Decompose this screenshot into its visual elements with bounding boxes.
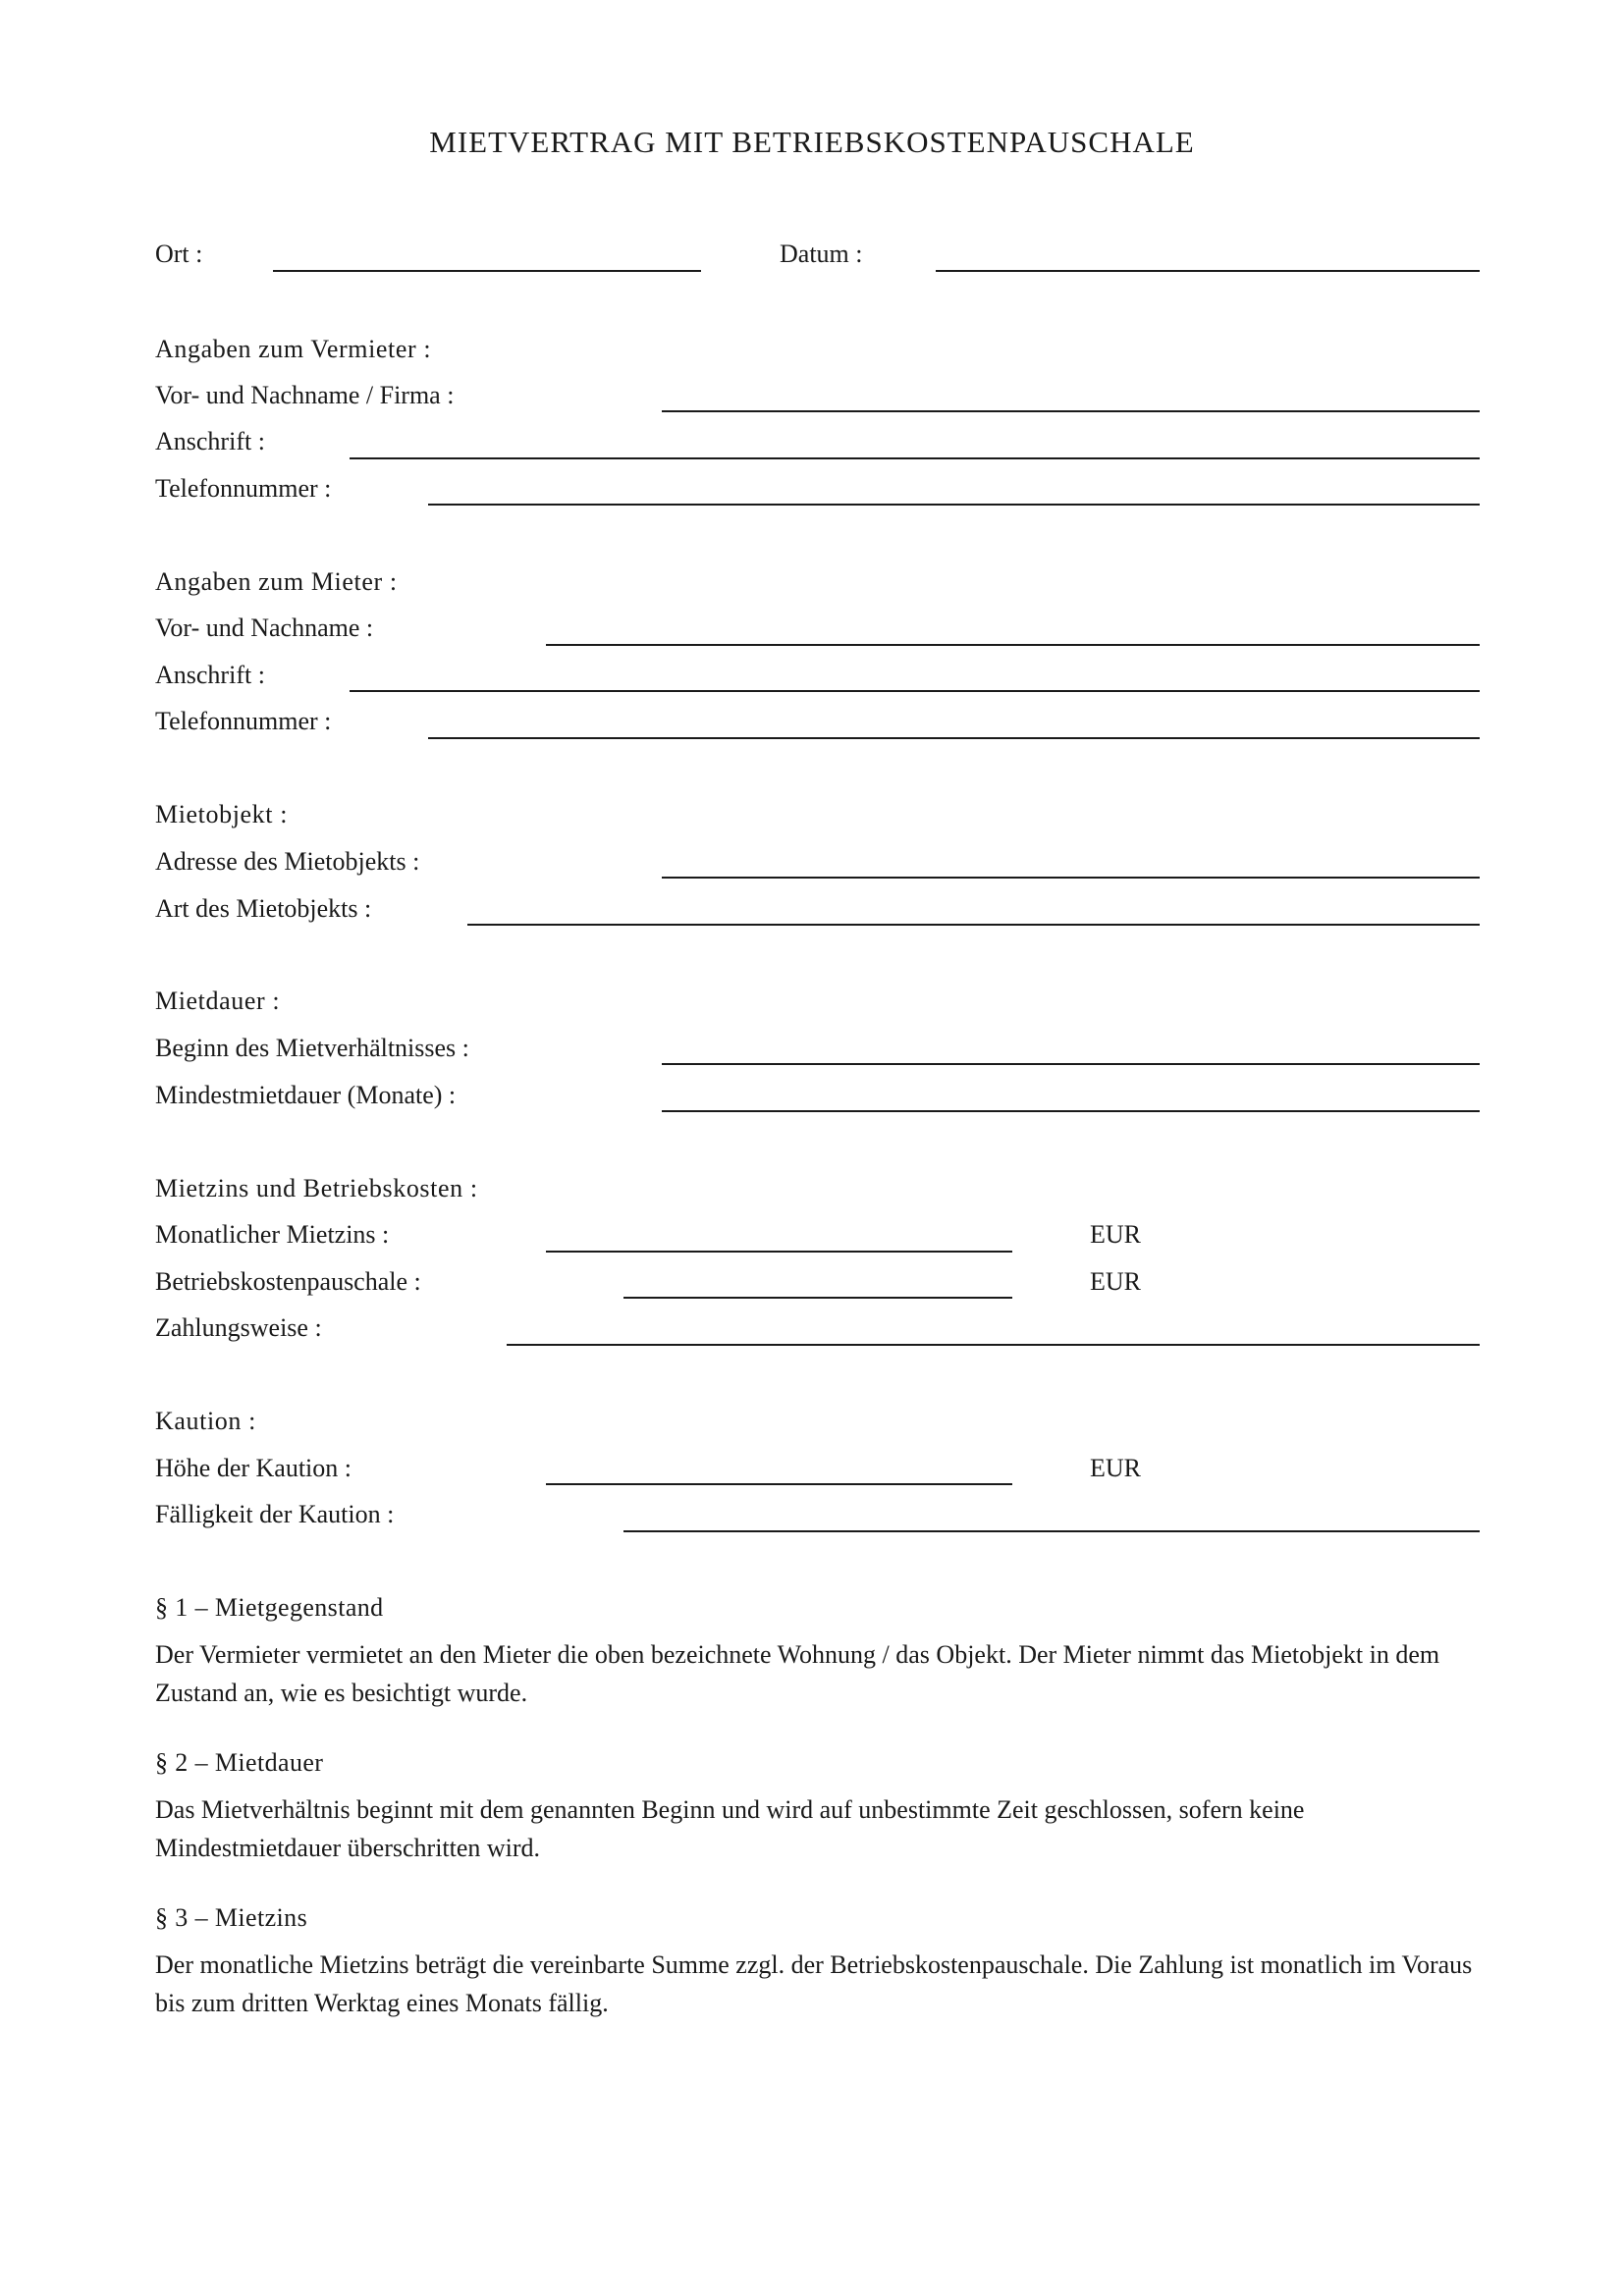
mieter-address-label: Anschrift : bbox=[155, 661, 265, 689]
mietobjekt-address-field[interactable] bbox=[662, 877, 1480, 879]
vermieter-name-label: Vor- und Nachname / Firma : bbox=[155, 381, 455, 409]
paragraph-3-title: § 3 – Mietzins bbox=[155, 1903, 308, 1932]
mietdauer-start-field[interactable] bbox=[662, 1063, 1480, 1065]
mieter-name-label: Vor- und Nachname : bbox=[155, 614, 374, 642]
mietobjekt-type-label: Art des Mietobjekts : bbox=[155, 894, 372, 923]
kaution-due-label: Fälligkeit der Kaution : bbox=[155, 1500, 395, 1528]
mieter-phone-label: Telefonnummer : bbox=[155, 707, 332, 735]
mietobjekt-heading: Mietobjekt : bbox=[155, 800, 289, 828]
datum-field[interactable] bbox=[936, 270, 1480, 272]
mietzins-rent-currency: EUR bbox=[1090, 1220, 1141, 1249]
ort-label: Ort : bbox=[155, 240, 203, 268]
mieter-heading: Angaben zum Mieter : bbox=[155, 567, 398, 596]
mietobjekt-type-field[interactable] bbox=[467, 924, 1480, 926]
mietzins-costs-currency: EUR bbox=[1090, 1267, 1141, 1296]
mieter-name-field[interactable] bbox=[546, 644, 1480, 646]
paragraph-2-title: § 2 – Mietdauer bbox=[155, 1748, 324, 1777]
mieter-address-field[interactable] bbox=[350, 690, 1480, 692]
vermieter-address-field[interactable] bbox=[350, 457, 1480, 459]
vermieter-name-field[interactable] bbox=[662, 410, 1480, 412]
mietzins-payment-label: Zahlungsweise : bbox=[155, 1313, 322, 1342]
mietzins-payment-field[interactable] bbox=[507, 1344, 1480, 1346]
mieter-phone-field[interactable] bbox=[428, 737, 1480, 739]
kaution-heading: Kaution : bbox=[155, 1407, 256, 1435]
vermieter-phone-field[interactable] bbox=[428, 504, 1480, 506]
ort-field[interactable] bbox=[273, 270, 701, 272]
mietzins-rent-label: Monatlicher Mietzins : bbox=[155, 1220, 390, 1249]
document-title: MIETVERTRAG MIT BETRIEBSKOSTENPAUSCHALE bbox=[429, 125, 1195, 159]
mietdauer-start-label: Beginn des Mietverhältnisses : bbox=[155, 1034, 469, 1062]
mietdauer-min-label: Mindestmietdauer (Monate) : bbox=[155, 1081, 457, 1109]
vermieter-phone-label: Telefonnummer : bbox=[155, 474, 332, 503]
vermieter-address-label: Anschrift : bbox=[155, 427, 265, 455]
mietobjekt-address-label: Adresse des Mietobjekts : bbox=[155, 847, 420, 876]
mietzins-costs-field[interactable] bbox=[623, 1297, 1012, 1299]
paragraph-2-body: Das Mietverhältnis beginnt mit dem genannten Beginn und wird auf unbestimmte Zeit geschlossen, sofern keine Mindestmietdauer überschritten wird. bbox=[155, 1795, 1305, 1862]
mietzins-heading: Mietzins und Betriebskosten : bbox=[155, 1174, 478, 1202]
paragraph-1-body: Der Vermieter vermietet an den Mieter die oben bezeichnete Wohnung / das Objekt. Der Mieter nimmt das Mietobjekt in dem Zustand an, wie es besichtigt wurde. bbox=[155, 1640, 1440, 1707]
mietzins-costs-label: Betriebskostenpauschale : bbox=[155, 1267, 421, 1296]
paragraph-3-body: Der monatliche Mietzins beträgt die vereinbarte Summe zzgl. der Betriebskostenpauschale. Die Zahlung ist monatlich im Voraus bis zum dritten Werktag eines Monats fällig. bbox=[155, 1950, 1473, 2017]
mietdauer-min-field[interactable] bbox=[662, 1110, 1480, 1112]
kaution-due-field[interactable] bbox=[623, 1530, 1480, 1532]
mietzins-rent-field[interactable] bbox=[546, 1251, 1012, 1253]
paragraph-1-title: § 1 – Mietgegenstand bbox=[155, 1593, 384, 1622]
kaution-amount-currency: EUR bbox=[1090, 1454, 1141, 1482]
vermieter-heading: Angaben zum Vermieter : bbox=[155, 335, 432, 363]
kaution-amount-field[interactable] bbox=[546, 1483, 1012, 1485]
kaution-amount-label: Höhe der Kaution : bbox=[155, 1454, 352, 1482]
mietdauer-heading: Mietdauer : bbox=[155, 987, 281, 1015]
datum-label: Datum : bbox=[780, 240, 863, 268]
